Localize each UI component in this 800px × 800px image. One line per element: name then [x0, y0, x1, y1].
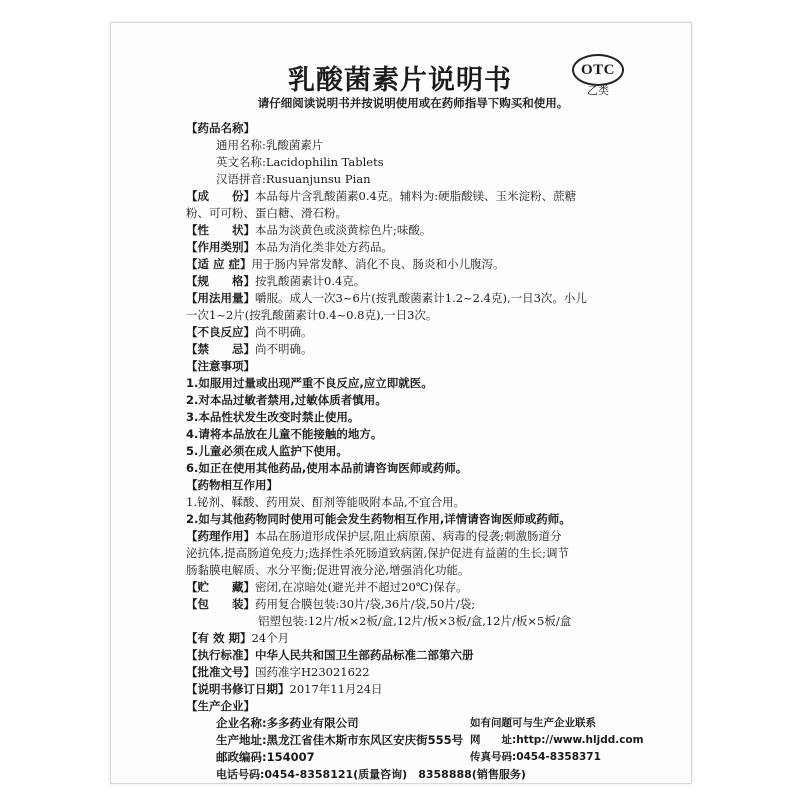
character-label: 【性 状】: [186, 223, 255, 237]
composition-text: 本品每片含乳酸菌素0.4克。辅料为:硬脂酸镁、玉米淀粉、蔗糖: [255, 189, 577, 203]
approval-text: 国药准字H23021622: [255, 665, 370, 679]
page-title: 乳酸菌素片说明书: [288, 65, 512, 96]
approval-section: [186, 665, 370, 680]
storage-section: [186, 580, 468, 595]
package-label: 【包 装】: [186, 597, 255, 611]
indication-section: [186, 257, 505, 272]
pharmacology-text: 本品在肠道形成保护层,阻止病原菌、病毒的侵袭;刺激肠道分: [255, 529, 562, 543]
interaction-item: 1.铋剂、鞣酸、药用炭、酊剂等能吸附本品,不宜合用。: [186, 495, 466, 509]
manufacturer-contact: 如有问题可与生产企业联系: [470, 717, 596, 729]
validity-text: 24个月: [251, 631, 290, 645]
pharmacology-text-3: 肠黏膜电解质、水分平衡;促进胃液分泌,增强消化功能。: [186, 563, 470, 577]
manufacturer-address: 生产地址:黑龙江省佳木斯市东风区安庆街555号: [216, 733, 464, 747]
manufacturer-postcode: 邮政编码:154007: [216, 750, 315, 764]
warning-notice: 请仔细阅读说明书并按说明使用或在药师指导下购买和使用。: [257, 96, 569, 110]
contra-section: [186, 342, 313, 357]
precaution-item: 4.请将本品放在儿童不能接触的地方。: [186, 427, 383, 441]
manufacturer-fax: 传真号码:0454-8358371: [470, 751, 601, 763]
revision-section: [186, 682, 383, 697]
interactions-label: 【药物相互作用】: [186, 478, 278, 492]
composition-text-2: 粉、可可粉、蛋白糖、滑石粉。: [186, 206, 347, 220]
manufacturer-website: 网 址:http://www.hljdd.com: [470, 734, 644, 746]
drug-name-label: 【药品名称】: [186, 121, 255, 135]
package-text-2: 铝塑包装:12片/板×2板/盒,12片/板×3板/盒,12片/板×5板/盒: [258, 614, 572, 628]
storage-text: 密闭,在凉暗处(避光并不超过20℃)保存。: [255, 580, 468, 594]
otc-class-label: 乙类: [587, 84, 609, 97]
spec-text: 按乳酸菌素计0.4克。: [255, 274, 366, 288]
character-section: [186, 223, 431, 238]
pharmacology-label: 【药理作用】: [186, 529, 255, 543]
adverse-label: 【不良反应】: [186, 325, 255, 339]
precaution-item: 3.本品性状发生改变时禁止使用。: [186, 410, 360, 424]
package-text: 药用复合膜包装:30片/袋,36片/袋,50片/袋;: [255, 597, 476, 611]
indication-label: 【适 应 症】: [186, 257, 252, 271]
composition-section: [186, 189, 576, 204]
standard-text: 中华人民共和国卫生部药品标准二部第六册: [255, 648, 474, 662]
package-section: [186, 597, 475, 612]
pharmacology-section: [186, 529, 562, 544]
usage-section: [186, 291, 587, 306]
contra-label: 【禁 忌】: [186, 342, 255, 356]
category-label: 【作用类别】: [186, 240, 255, 254]
adverse-text: 尚不明确。: [255, 325, 313, 339]
standard-section: [186, 648, 474, 663]
validity-label: 【有 效 期】: [186, 631, 252, 645]
approval-label: 【批准文号】: [186, 665, 255, 679]
pinyin-name: 汉语拼音:Rusuanjunsu Pian: [216, 172, 371, 186]
manufacturer-label: 【生产企业】: [186, 699, 255, 713]
category-section: [186, 240, 393, 255]
standard-label: 【执行标准】: [186, 648, 255, 662]
precaution-item: 5.儿童必须在成人监护下使用。: [186, 444, 348, 458]
precautions-label: 【注意事项】: [186, 359, 255, 373]
usage-text: 嚼服。成人一次3~6片(按乳酸菌素计1.2~2.4克),一日3次。小儿: [255, 291, 587, 305]
spec-label: 【规 格】: [186, 274, 255, 288]
manufacturer-phone: 电话号码:0454-8358121(质量咨询) 8358888(销售服务): [216, 768, 526, 781]
usage-label: 【用法用量】: [186, 291, 255, 305]
spec-section: [186, 274, 365, 289]
precaution-item: 2.对本品过敏者禁用,过敏体质者慎用。: [186, 393, 387, 407]
generic-name: 通用名称:乳酸菌素片: [216, 138, 324, 152]
english-name: 英文名称:Lacidophilin Tablets: [216, 155, 384, 169]
storage-label: 【贮 藏】: [186, 580, 255, 594]
usage-text-2: 一次1~2片(按乳酸菌素计0.4~0.8克),一日3次。: [186, 308, 438, 322]
indication-text: 用于肠内异常发酵、消化不良、肠炎和小儿腹泻。: [251, 257, 505, 271]
composition-label: 【成 份】: [186, 189, 255, 203]
precaution-item: 1.如服用过量或出现严重不良反应,应立即就医。: [186, 376, 433, 390]
category-text: 本品为消化类非处方药品。: [255, 240, 393, 254]
character-text: 本品为淡黄色或淡黄棕色片;味酸。: [255, 223, 432, 237]
adverse-section: [186, 325, 313, 340]
pharmacology-text-2: 泌抗体,提高肠道免疫力;选择性杀死肠道致病菌,保护促进有益菌的生长;调节: [186, 546, 570, 560]
revision-text: 2017年11月24日: [289, 682, 383, 696]
manufacturer-name: 企业名称:多多药业有限公司: [216, 716, 359, 730]
revision-label: 【说明书修订日期】: [186, 682, 290, 696]
interaction-item: 2.如与其他药物同时使用可能会发生药物相互作用,详情请咨询医师或药师。: [186, 512, 571, 526]
contra-text: 尚不明确。: [255, 342, 313, 356]
otc-mark: OTC: [572, 54, 624, 86]
precaution-item: 6.如正在使用其他药品,使用本品前请咨询医师或药师。: [186, 461, 468, 475]
validity-section: [186, 631, 289, 646]
